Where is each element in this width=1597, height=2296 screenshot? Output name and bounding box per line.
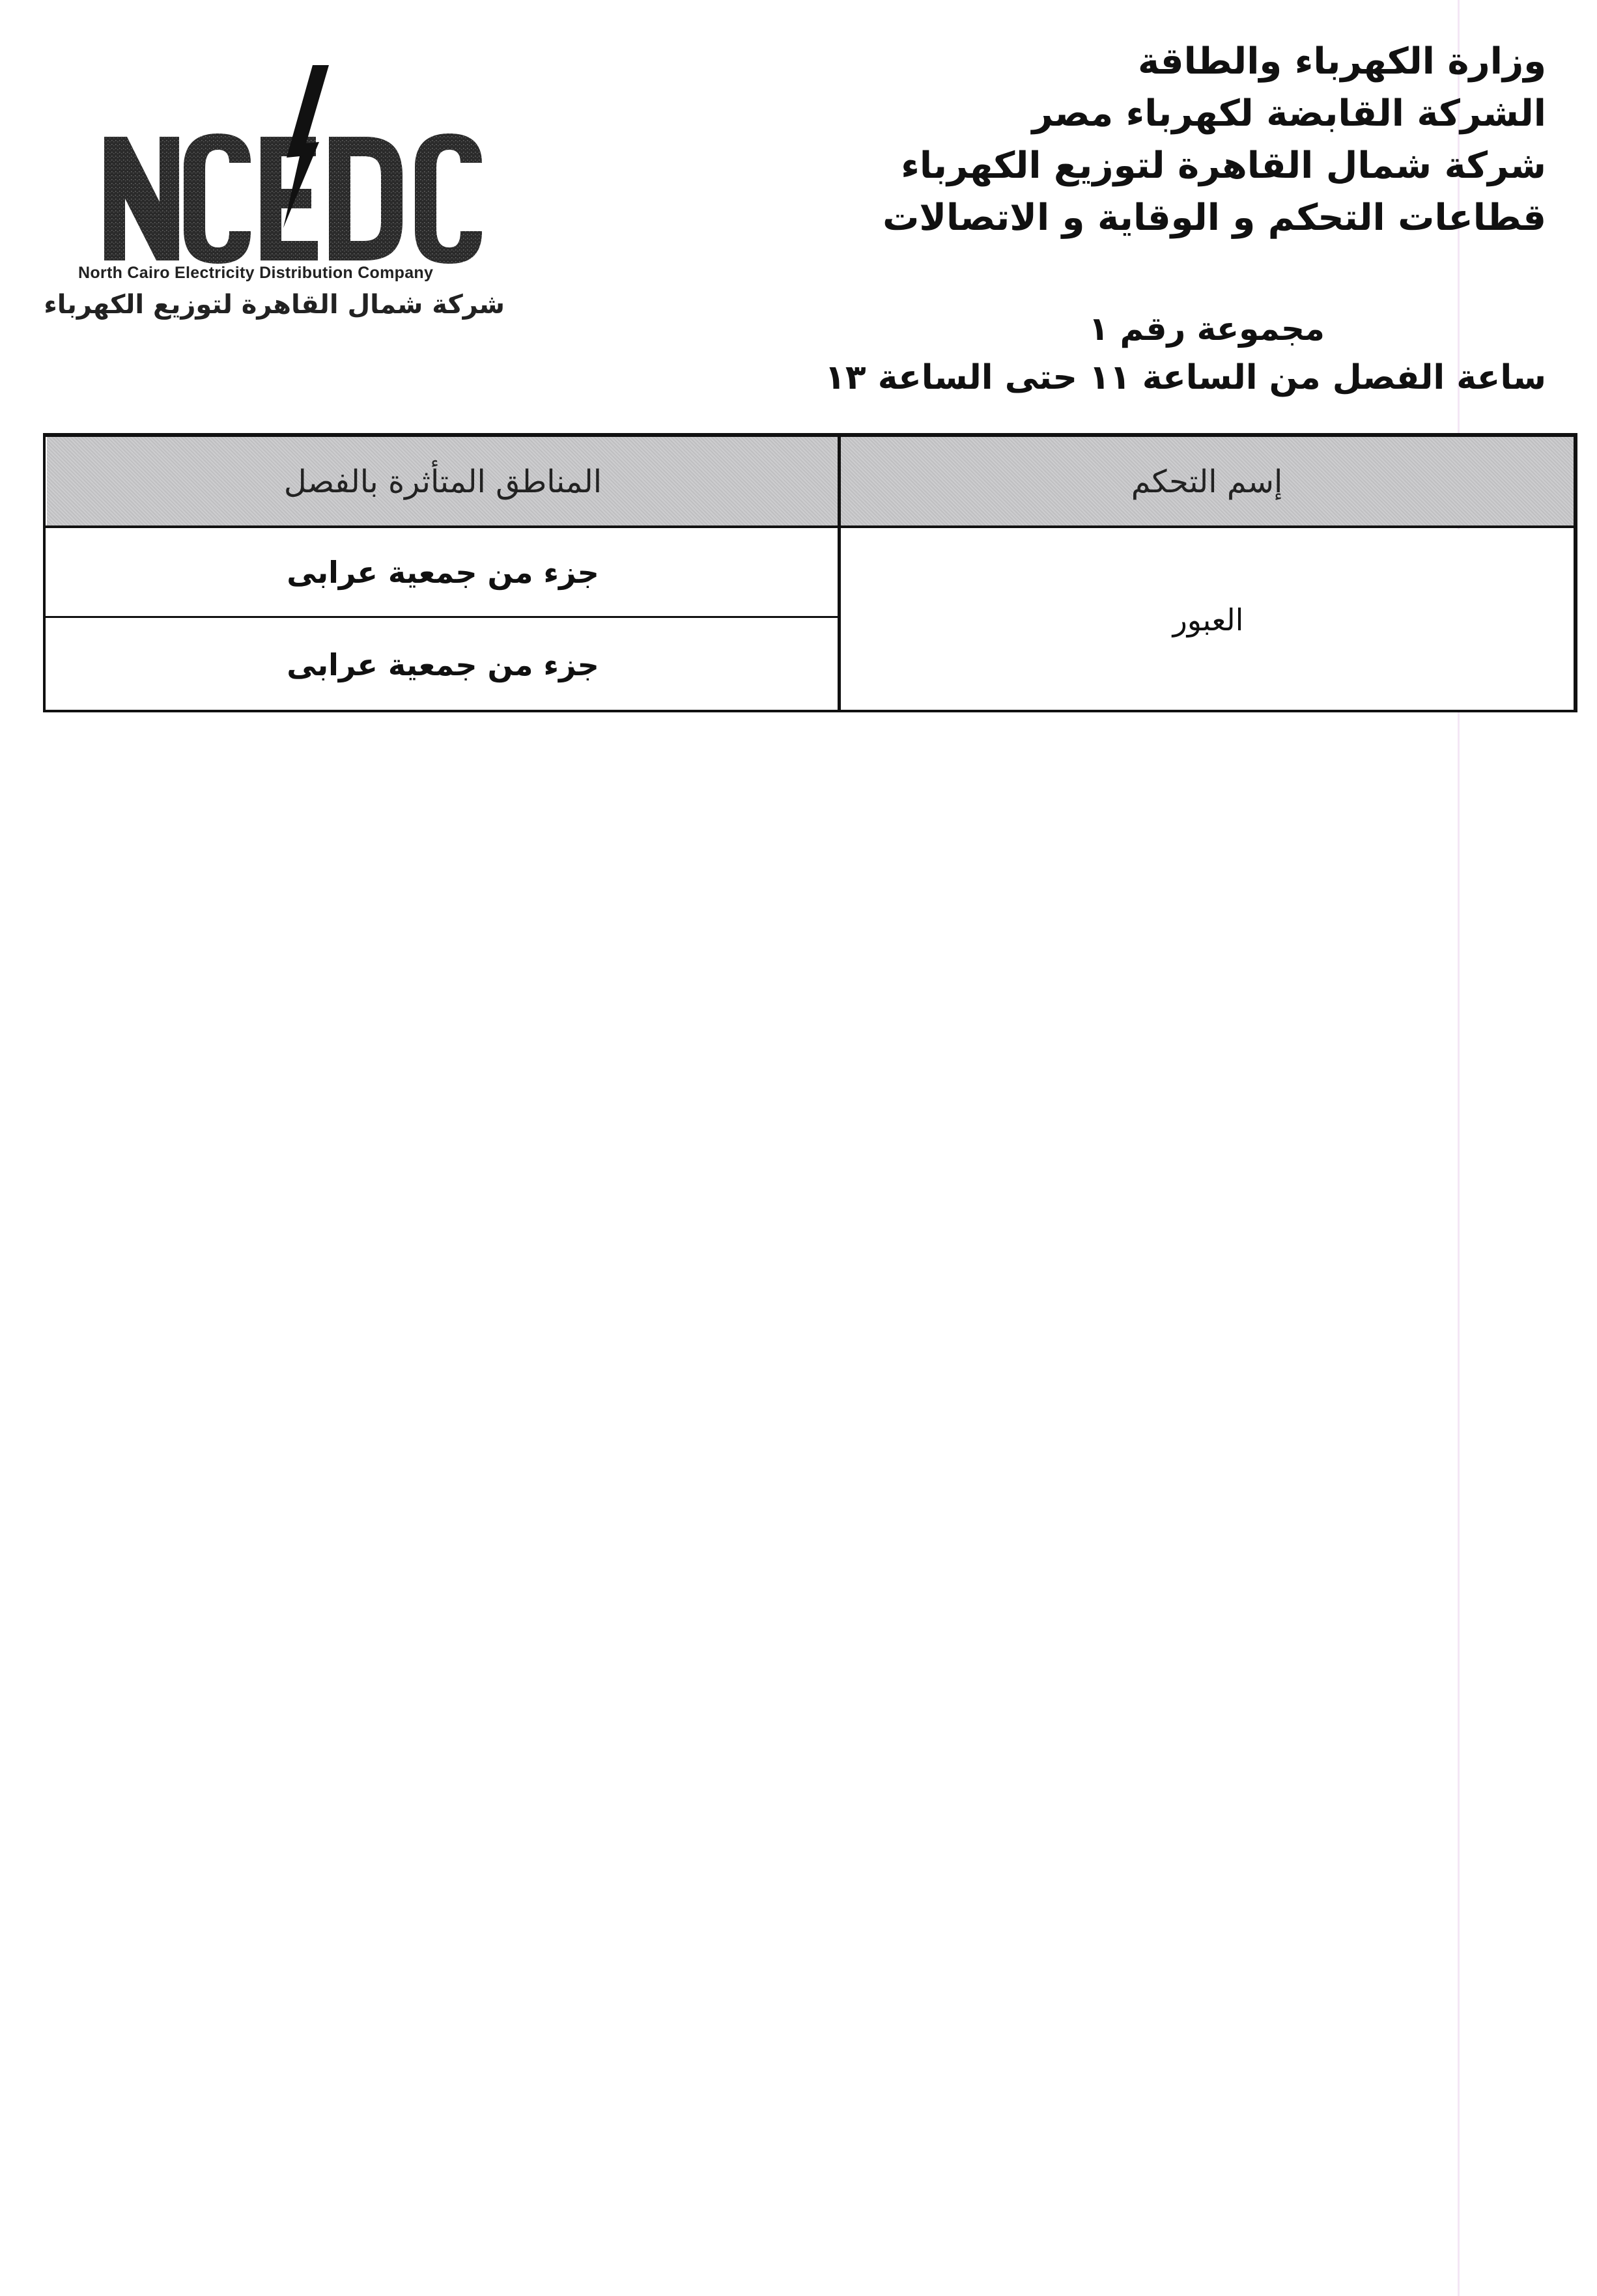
control-name-cell: العبور (841, 529, 1575, 710)
logo-arabic-name: شركة شمال القاهرة لتوزيع الكهرباء (44, 290, 505, 320)
company-logo (44, 65, 521, 339)
ncedc-logo-mark (91, 65, 508, 267)
table-border-header (43, 525, 1577, 528)
table-border-left (43, 433, 46, 712)
table-border-right (1574, 433, 1577, 712)
column-header-control-name: إسم التحكم (840, 437, 1574, 527)
affected-area-cell: جزء من جمعية عرابى (47, 529, 839, 615)
table-border-middle (838, 433, 841, 712)
holding-company-line: الشركة القابضة لكهرباء مصر (1032, 92, 1546, 135)
distribution-company-line: شركة شمال القاهرة لتوزيع الكهرباء (901, 145, 1546, 187)
group-number: مجموعة رقم ١ (1088, 310, 1325, 348)
group-info (634, 306, 1546, 404)
ministry-line: وزارة الكهرباء والطاقة (1137, 40, 1546, 83)
table-border-top (43, 433, 1577, 437)
sectors-line: قطاعات التحكم و الوقاية و الاتصالات (883, 197, 1546, 239)
outage-time: ساعة الفصل من الساعة ١١ حتى الساعة ١٣ (825, 358, 1546, 397)
letterhead (765, 36, 1546, 244)
outage-table (43, 433, 1577, 713)
table-border-row (43, 616, 840, 618)
table-border-bottom (43, 710, 1577, 712)
lightning-bolt-icon (91, 65, 508, 267)
column-header-affected-areas: المناطق المتأثرة بالفصل (47, 437, 839, 527)
affected-area-cell: جزء من جمعية عرابى (47, 619, 839, 710)
logo-english-name: North Cairo Electricity Distribution Company (78, 264, 434, 282)
